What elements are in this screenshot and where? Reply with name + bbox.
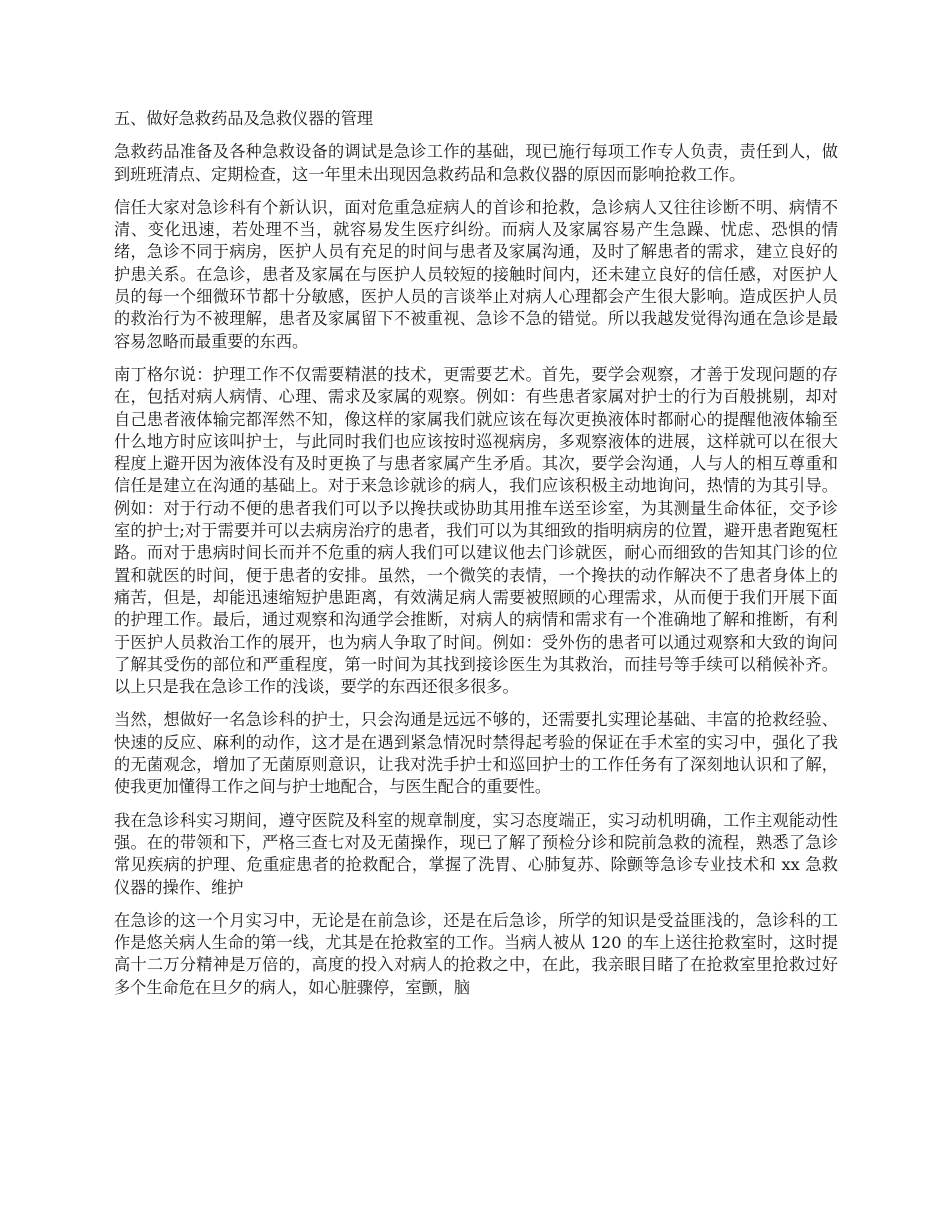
paragraph-internship-conduct: 我在急诊科实习期间，遵守医院及科室的规章制度，实习态度端正，实习动机明确，工作主观能动性强。在的带领和下，严格三查七对及无菌操作，现已了解了预检分诊和院前急救的流程，熟悉了急诊常见疾病的护理、危重症患者的抢救配合，掌握了洗胃、心肺复苏、除颤等急诊专业技术和 xx 急救仪器的操作、维护	[114, 810, 838, 897]
paragraph-nightingale: 南丁格尔说：护理工作不仅需要精湛的技术，更需要艺术。首先，要学会观察，才善于发现问题的存在，包括对病人病情、心理、需求及家属的观察。例如：有些患者家属对护士的行为百般挑剔，却对自己患者液体输完都浑然不知，像这样的家属我们就应该在每次更换液体时都耐心的提醒他液体输至什么地方时应该叫护士，与此同时我们也应该按时巡视病房，多观察液体的进展，这样就可以在很大程度上避开因为液体没有及时更换了与患者家属产生矛盾。其次，要学会沟通，人与人的相互尊重和信任是建立在沟通的基础上。对于来急诊就诊的病人，我们应该积极主动地询问，热情的为其引导。例如：对于行动不便的患者我们可以予以搀扶或协助其用推车送至诊室，为其测量生命体征，交予诊室的护士;对于需要并可以去病房治疗的患者，我们可以为其细致的指明病房的位置，避开患者跑冤枉路。而对于患病时间长而并不危重的病人我们可以建议他去门诊就医，耐心而细致的告知其门诊的位置和就医的时间，便于患者的安排。虽然，一个微笑的表情，一个搀扶的动作解决不了患者身体上的痛苦，但是，却能迅速缩短护患距离，有效满足病人需要被照顾的心理需求，从而便于我们开展下面的护理工作。最后，通过观察和沟通学会推断，对病人的病情和需求有一个准确地了解和推断，有利于医护人员救治工作的展开，也为病人争取了时间。例如：受外伤的患者可以通过观察和大致的询问了解其受伤的部位和严重程度，第一时间为其找到接诊医生为其救治，而挂号等手续可以稍候补齐。以上只是我在急诊工作的浅谈，要学的东西还很多很多。	[114, 364, 838, 697]
section-heading: 五、做好急救药品及急救仪器的管理	[114, 109, 373, 128]
paragraph-skills: 当然，想做好一名急诊科的护士，只会沟通是远远不够的，还需要扎实理论基础、丰富的抢救经验、快速的反应、麻利的动作，这才是在遇到紧急情况时禁得起考验的保证在手术室的实习中，强化了我的无菌观念，增加了无菌原则意识，让我对洗手护士和巡回护士的工作任务有了深刻地认识和了解，使我更加懂得工作之间与护士地配合，与医生配合的重要性。	[114, 710, 838, 797]
paragraph-communication-trust: 信任大家对急诊科有个新认识，面对危重急症病人的首诊和抢救，急诊病人又往往诊断不明、病情不清、变化迅速，若处理不当，就容易发生医疗纠纷。而病人及家属容易产生急躁、忧虑、恐惧的情绪，急诊不同于病房，医护人员有充足的时间与患者及家属沟通，及时了解患者的需求，建立良好的护患关系。在急诊，患者及家属在与医护人员较短的接触时间内，还未建立良好的信任感，对医护人员的每一个细微环节都十分敏感，医护人员的言谈举止对病人心理都会产生很大影响。造成医护人员的救治行为不被理解，患者及家属留下不被重视、急诊不急的错觉。所以我越发觉得沟通在急诊是最容易忽略而最重要的东西。	[114, 197, 838, 351]
paragraph-drug-management: 急救药品准备及各种急救设备的调试是急诊工作的基础，现已施行每项工作专人负责，责任到人，做到班班清点、定期检查，这一年里未出现因急救药品和急救仪器的原因而影响抢救工作。	[114, 142, 838, 184]
document-body	[114, 108, 838, 1010]
paragraph-emergency-month: 在急诊的这一个月实习中，无论是在前急诊，还是在后急诊，所学的知识是受益匪浅的，急诊科的工作是悠关病人生命的第一线，尤其是在抢救室的工作。当病人被从 120 的车上送往抢救室时，这时提高十二万分精神是万倍的，高度的投入对病人的抢救之中，在此，我亲眼目睹了在抢救室里抢救过好多个生命危在旦夕的病人，如心脏骤停，室颤，脑	[114, 910, 838, 997]
